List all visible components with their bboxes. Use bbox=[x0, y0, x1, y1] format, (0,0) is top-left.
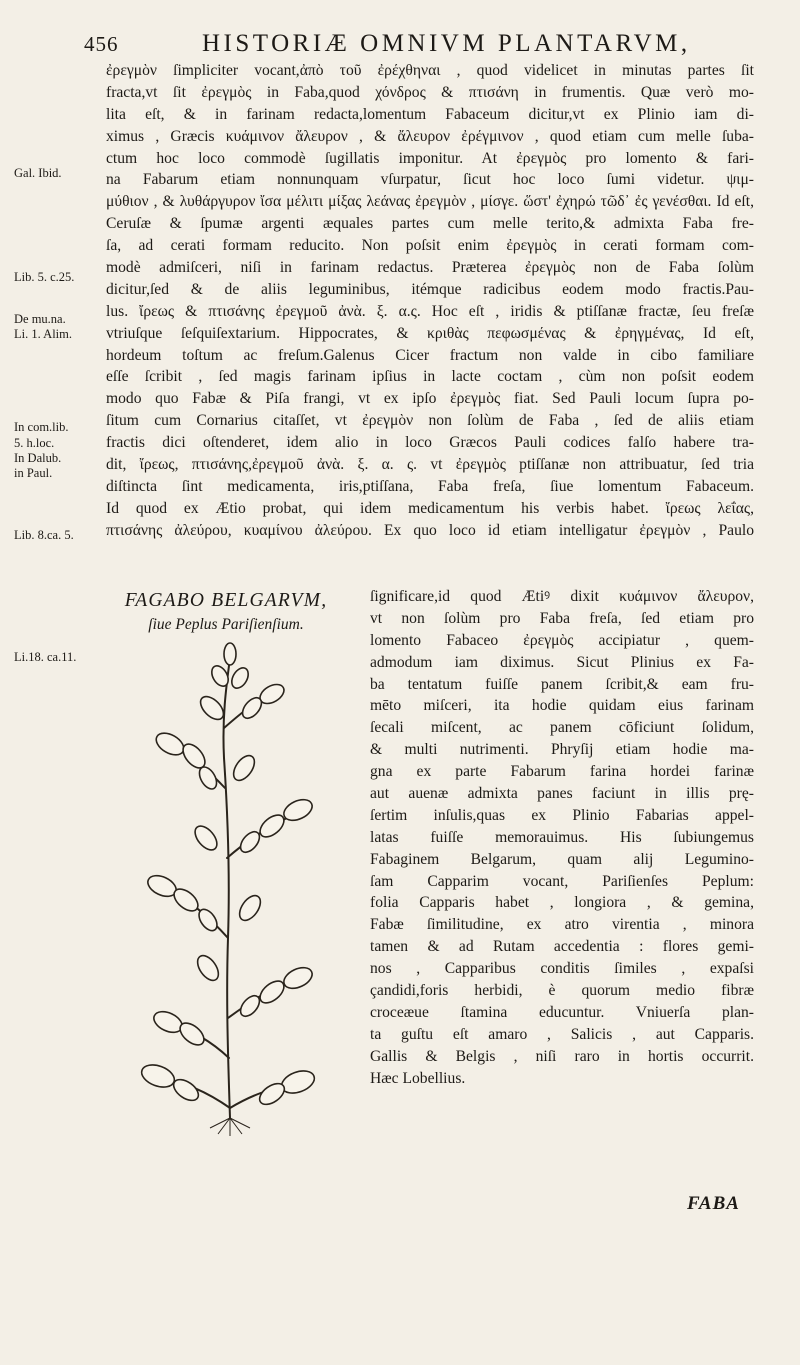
margin-note: Li. 1. Alim. bbox=[14, 327, 72, 341]
text-line: ta guſtu eſt amaro , Salicis , aut Capparis. bbox=[370, 1025, 754, 1043]
text-line: Hæc Lobellius. bbox=[370, 1069, 466, 1087]
margin-note: De mu.na. bbox=[14, 312, 66, 326]
text-line: mēto miſceri, ita hodie quidam eius farinam bbox=[370, 697, 754, 715]
text-line: hordeum toſtum ac freſum.Galenus Cicer fractum non valde in cibo familiare bbox=[106, 346, 754, 364]
text-line: Id quod ex Ætio probat, qui idem medicamentum his verbis habet. ἴρεως λεΐας, bbox=[106, 499, 754, 517]
text-line: croceæue ſtamina educuntur. Vniuerſa plan- bbox=[370, 1003, 754, 1021]
text-line: Gallis & Belgis , niſi raro in hortis occurrit. bbox=[370, 1047, 754, 1065]
margin-note: in Paul. bbox=[14, 466, 53, 480]
text-line: Ceruſæ & ſpumæ argenti æquales partes cum melle terito,& admixta Faba fre- bbox=[106, 215, 754, 233]
text-line: Fabaginem Belgarum, quam alij Legumino- bbox=[370, 850, 754, 868]
column-text bbox=[370, 586, 754, 1089]
text-line: lomento Fabaceo ἐρεγμὸς accipiatur , quem- bbox=[370, 631, 754, 649]
text-line: ſa, ad cerati formam reducito. Non poſsit enim ἐρεγμὸς in cerati formam com- bbox=[106, 237, 754, 255]
text-line: tamen & ad Rutam accedentia : flores gemi- bbox=[370, 938, 754, 956]
text-line: ſertim inſulis,quas ex Plinio Fabarias appel- bbox=[370, 806, 754, 824]
text-line: Fabæ ſimilitudine, ex atro virentia , minora bbox=[370, 916, 754, 934]
margin-note: 5. h.loc. bbox=[14, 436, 55, 450]
margin-note: Lib. 8.ca. 5. bbox=[14, 528, 74, 542]
text-line: ſam Capparim vocant, Pariſienſes Peplum: bbox=[370, 872, 754, 890]
text-line: çandidi,foris herbidi, è quorum medio fibræ bbox=[370, 982, 754, 1000]
margin-note: In com.lib. bbox=[14, 420, 69, 434]
text-line: gna ex parte Fabarum farina hordei farinæ bbox=[370, 763, 754, 781]
margin-note: Lib. 5. c.25. bbox=[14, 270, 75, 284]
text-line: lus. ἴρεως & πτισάνης ἐρεγμοῦ ἀνὰ. ξ. α.ς. Hoc eſt , iridis & ptiſſanæ fractæ, ſeu freſæ bbox=[106, 302, 754, 320]
text-line: & multi nutrimenti. Phryſij etiam hodie ma- bbox=[370, 741, 754, 759]
text-line: aut auenæ admixta panes faciunt in illis prę- bbox=[370, 785, 754, 803]
text-line: folia Capparis habet , longiora , & gemina, bbox=[370, 894, 754, 912]
text-line: vt non ſolùm pro Faba freſa, ſed etiam pro bbox=[370, 609, 754, 627]
text-line: μύθιον , & λυθάργυρον ἴσα μέλιτι μίξας λεάνας ἐρεγμὸν , μίσγε. ὥστ' ἐχηρώ τῶδ᾽ ἐς γενέσθαι. Id eſt, bbox=[106, 193, 754, 211]
text-line: latas fuiſſe memorauimus. His ſubiungemus bbox=[370, 828, 754, 846]
text-line: lita eſt, & in farinam redacta,lomentum Fabaceum dicitur,vt ex Plinio iam di- bbox=[106, 105, 754, 123]
text-line: eſſe ſcribit , ſed magis farinam ipſius in lacte coctam , cùm non poſsit eodem bbox=[106, 368, 754, 386]
text-line: modo quo Fabæ & Piſa frangi, vt ex ipſo ἐρεγμὸς fiat. Sed Pauli locum ſupra po- bbox=[106, 390, 754, 408]
text-line: dit, ἴρεως, πτισάνης,ἐρεγμοῦ ἀνὰ. ξ. α. ς. vt ἐρεγμὸς ptiſſanæ non attribuatur, ſed tria bbox=[106, 456, 754, 474]
margin-note: In Dalub. bbox=[14, 451, 62, 465]
text-line: nos , Capparibus conditis ſimiles , expaſsi bbox=[370, 960, 754, 978]
running-head: HISTORIÆ OMNIVM PLANTARVM, bbox=[202, 30, 691, 57]
text-line: ἐρεγμὸν ſimpliciter vocant,ἀπὸ τοῦ ἐρέχθηναι , quod videlicet in minutas partes ſit bbox=[106, 62, 754, 79]
text-line: na Fabarum etiam nonnunquam vſurpatur, ſicut hoc loco ſumi videtur. ψιμ- bbox=[106, 171, 754, 189]
text-line: ſecali miſcent, ac panem cōficiunt ſolidum, bbox=[370, 719, 754, 737]
text-line: ximus , Græcis κυάμινον ἄλευρον , & ἄλευρον ἐρέγμινον , quod etiam cum melle ſuba- bbox=[106, 127, 754, 145]
margin-note: Li.18. ca.11. bbox=[14, 650, 77, 664]
text-line: fractis dici oſtenderet, idem alio in loco Græcos Pauli codices falſo habere tra- bbox=[106, 434, 754, 452]
text-line: πτισάνης ἀλεύρου, κυαμίνου ἀλεύρου. Ex quo loco id etiam intelligatur ἐρεγμὸν , Paulo bbox=[106, 521, 754, 539]
text-line: vtriuſque ſeſquiſextarium. Hippocrates, & κριθὰς πεφωσμένας & ἐρηγμένας, Id eſt, bbox=[106, 324, 754, 342]
catchword: FABA bbox=[687, 1193, 740, 1214]
text-line: fracta,vt ſit ἐρεγμὸς in Faba,quod χόνδρος & πτισάνη in frumentis. Quæ verò mo- bbox=[106, 83, 754, 101]
text-line: ba tentatum fuiſſe panem ſcribit,& eam fru- bbox=[370, 675, 754, 693]
main-text bbox=[106, 60, 754, 542]
text-line: admodum iam diximus. Sicut Plinius ex Fa- bbox=[370, 653, 754, 671]
text-line: modè admiſceri, niſi in farinam redactus. Præterea ἐρεγμὸς non de Faba ſolùm bbox=[106, 259, 754, 277]
text-line: dicitur,ſed & de aliis leguminibus, itémque radicibus eodem modo fractis.Pau- bbox=[106, 280, 754, 298]
page-number: 456 bbox=[84, 32, 119, 56]
margin-note: Gal. Ibid. bbox=[14, 166, 62, 180]
page-header bbox=[84, 30, 744, 62]
figure-caption-subtitle: ſiue Peplus Pariſienſium. bbox=[148, 616, 304, 633]
text-line: ſitum cum Cornarius citaſſet, vt ἐρεγμὸν non ſolùm de Faba , ſed de aliis etiam bbox=[106, 412, 754, 430]
plant-woodcut bbox=[100, 588, 360, 1148]
plant-drawing bbox=[100, 638, 360, 1138]
text-line: ſignificare,id quod Ætiꝰ dixit κυάμινον ἄλευρον, bbox=[370, 588, 754, 605]
text-line: diſtincta ſint medicamenta, iris,ptiſſana, Faba freſa, ſiue lomentum Fabaceum. bbox=[106, 477, 754, 495]
figure-caption-title: FAGABO BELGARVM, bbox=[124, 590, 328, 611]
text-line: ctum hoc loco commodè ſugillatis imponitur. At ἐρεγμὸς pro lomento & fari- bbox=[106, 149, 754, 167]
